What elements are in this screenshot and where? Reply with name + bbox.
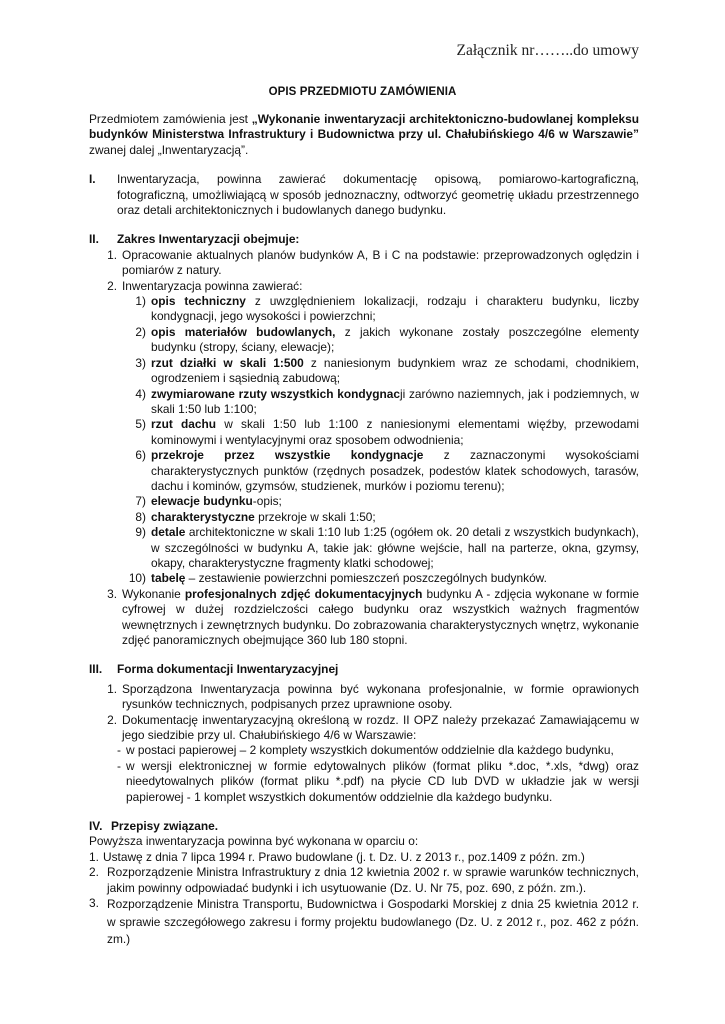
sub-item [132, 494, 639, 509]
sub-text: z uwzględnieniem lokalizacji, rodzaju i charakteru budynku, liczby kondygnacji, jego wysokości i powierzchni; [151, 294, 640, 324]
list-item [89, 865, 639, 896]
section-2 [89, 232, 639, 648]
sub-number: 8) [135, 509, 146, 524]
section-4-number: IV. [89, 819, 103, 834]
sub-item [132, 510, 639, 525]
list-bold: profesjonalnych zdjęć dokumentacyjnych [184, 586, 423, 601]
sub-item [132, 417, 639, 448]
list-item [89, 896, 639, 949]
sub-item [132, 356, 639, 387]
list-number: 1. [107, 247, 117, 262]
sub-bold: opis techniczny [151, 294, 246, 309]
sub-bold: rzut dachu [151, 417, 217, 432]
sub-number: 7) [135, 494, 146, 509]
sub-text: z zaznaczonymi wysokościami charakterystycznych punktów (rzędnych posadzek, podestów klatek schodowych, tarasów, dachu i kominów, gzymsów, studzienek, murków i poziomu terenu); [151, 448, 639, 493]
list-number: 3. [89, 896, 99, 911]
sub-text: z jakich wykonane zostały poszczególne elementy budynku (stropy, ściany, elewacje); [151, 324, 639, 355]
sub-item [132, 448, 639, 494]
dash-marker: - [117, 758, 121, 773]
sub-bold: zwymiarowane rzuty wszystkich kondygnac [151, 386, 400, 401]
section-3 [89, 662, 639, 805]
intro-suffix: zwanej dalej „Inwentaryzacją”. [89, 142, 249, 157]
list-item [89, 279, 639, 294]
sub-bold: rzut działki w skali 1:500 [151, 355, 304, 370]
sub-number: 9) [135, 525, 146, 540]
intro-bold: „Wykonanie inwentaryzacji architektoniczno-budowlanej kompleksu budynków Ministerstwa Infrastruktury i Budownictwa przy ul. Chałubińskiego 4/6 w Warszawie” [89, 112, 639, 142]
dash-marker: - [117, 743, 121, 758]
sub-text: w skali 1:50 lub 1:100 z naniesionymi elementami więźby, przewodami kominowymi i wentylacyjnymi oraz sposobem odwodnienia; [151, 417, 639, 447]
sub-number: 4) [135, 386, 146, 401]
section-4 [89, 819, 639, 949]
list-item [89, 713, 639, 744]
sub-bold: charakterystyczne [151, 509, 255, 524]
list-number: 2. [107, 712, 117, 727]
list-text: budynku A - zdjęcia wykonane w formie cyfrowej w dużej rozdzielczości całego budynku oraz wszystkich ważnych fragmentów wewnętrznych i zewnętrznych budynku. Do zobrazowania charakterystycznych wnętrz, wykonanie zdjęć panoramicznych obejmujące 360 lub 180 stopni. [122, 586, 639, 647]
list-number: 3. [107, 586, 117, 601]
sub-number: 10) [128, 571, 146, 586]
annex-label: Załącznik nr……..do umowy [456, 42, 639, 59]
sub-number: 1) [135, 294, 146, 309]
document-body [89, 112, 639, 949]
list-item [89, 850, 639, 865]
section-1-number: I. [89, 172, 96, 187]
list-text: Rozporządzenie Ministra Transportu, Budownictwa i Gospodarki Morskiej z dnia 25 kwietnia 2012 r. w sprawie szczegółowego zakresu i formy projektu budowlanego (Dz. U. z 2012 r., poz. 462 z późn. zm.) [107, 897, 639, 947]
list-text: Inwentaryzacja powinna zawierać: [122, 278, 303, 293]
section-2-number: II. [89, 232, 99, 247]
sub-number: 3) [135, 355, 146, 370]
sub-number: 6) [135, 448, 146, 463]
list-text: Ustawę z dnia 7 lipca 1994 r. Prawo budowlane (j. t. Dz. U. z 2013 r., poz.1409 z późn. zm.) [103, 849, 585, 864]
section-4-title: Przepisy związane. [111, 819, 219, 834]
sub-item [132, 525, 639, 571]
list-text: Opracowanie aktualnych planów budynków A, B i C na podstawie: przeprowadzonych oględzin i pomiarów z natury. [122, 247, 639, 278]
sub-bold: detale [151, 525, 186, 540]
sub-text: – zestawienie powierzchni pomieszczeń poszczególnych budynków. [185, 571, 547, 586]
sub-bold: przekroje przez wszystkie kondygnacje [151, 448, 424, 463]
list-item [89, 682, 639, 713]
page-title: OPIS PRZEDMIOTU ZAMÓWIENIA [268, 86, 457, 98]
list-text: Dokumentację inwentaryzacyjną określoną w rozdz. II OPZ należy przekazać Zamawiającemu w jego siedzibie przy ul. Chałubińskiego 4/6 w Warszawie: [122, 712, 639, 743]
list-text: Sporządzona Inwentaryzacja powinna być wykonana profesjonalnie, w formie oprawionych rysunków technicznych, podpisanych przez uprawnione osoby. [122, 681, 639, 712]
sub-text: ji zarówno naziemnych, jak i podziemnych, w skali 1:50 lub 1:100; [151, 386, 639, 416]
sub-text: -opis; [252, 494, 282, 509]
section-3-title: Forma dokumentacji Inwentaryzacyjnej [117, 662, 339, 677]
list-number: 2. [107, 278, 117, 293]
list-item [89, 248, 639, 279]
sub-bold: tabelę [151, 571, 186, 586]
sub-bold: opis materiałów budowlanych, [151, 324, 336, 339]
list-number: 1. [107, 681, 117, 696]
sub-text: przekroje w skali 1:50; [254, 509, 376, 524]
dash-text: w wersji elektronicznej w formie edytowalnych plików (format pliku *.doc, *.xls, *dwg) oraz nieedytowalnych plików (format pliku *.pdf) na płycie CD lub DVD w układzie jak w wersji papierowej - 1 komplet wszystkich dokumentów oddzielnie dla każdego budynku. [126, 758, 639, 804]
sub-number: 2) [135, 324, 146, 339]
sub-item [132, 387, 639, 418]
sub-item [132, 294, 639, 325]
section-4-lead: Powyższa inwentaryzacja powinna być wykonana w oparciu o: [89, 834, 419, 849]
list-text: Rozporządzenie Ministra Infrastruktury z dnia 12 kwietnia 2002 r. w sprawie warunków technicznych, jakim powinny odpowiadać budynki i ich usytuowanie (Dz. U. Nr 75, poz. 690, z późn. zm.). [107, 865, 639, 895]
section-3-number: III. [89, 662, 103, 677]
section-1 [89, 172, 639, 218]
sub-item [132, 325, 639, 356]
sub-item [128, 571, 639, 586]
list-item [89, 587, 639, 649]
sub-text: z naniesionym budynkiem wraz ze schodami, chodnikiem, ogrodzeniem i sąsiednią zabudową; [151, 355, 639, 386]
intro-prefix: Przedmiotem zamówienia jest [89, 112, 252, 126]
sub-bold: elewacje budynku [151, 494, 253, 509]
intro-paragraph [89, 112, 639, 158]
section-1-text: Inwentaryzacja, powinna zawierać dokumentację opisową, pomiarowo-kartograficzną, fotograficzną, umożliwiającą w sposób jednoznaczny, odtworzyć geometrię układu przestrzennego oraz detali architektonicznych i budowlanych danego budynku. [117, 172, 639, 218]
list-number: 2. [89, 865, 99, 880]
section-2-title: Zakres Inwentaryzacji obejmuje: [117, 232, 300, 247]
list-text: Wykonanie [122, 586, 185, 601]
sub-text: architektoniczne w skali 1:10 lub 1:25 (ogółem ok. 20 detali z wszystkich budynkach), w szczególności w budynku A, takie jak: główne wejście, hall na parterze, okna, gzymsy, okapy, charakterystyczne fragmenty klatki schodowej; [151, 525, 639, 570]
list-number: 1. [89, 849, 99, 864]
dash-item [117, 759, 639, 805]
dash-item [117, 743, 639, 758]
dash-text: w postaci papierowej – 2 komplety wszystkich dokumentów oddzielnie dla każdego budynku, [126, 743, 614, 758]
sub-number: 5) [135, 417, 146, 432]
